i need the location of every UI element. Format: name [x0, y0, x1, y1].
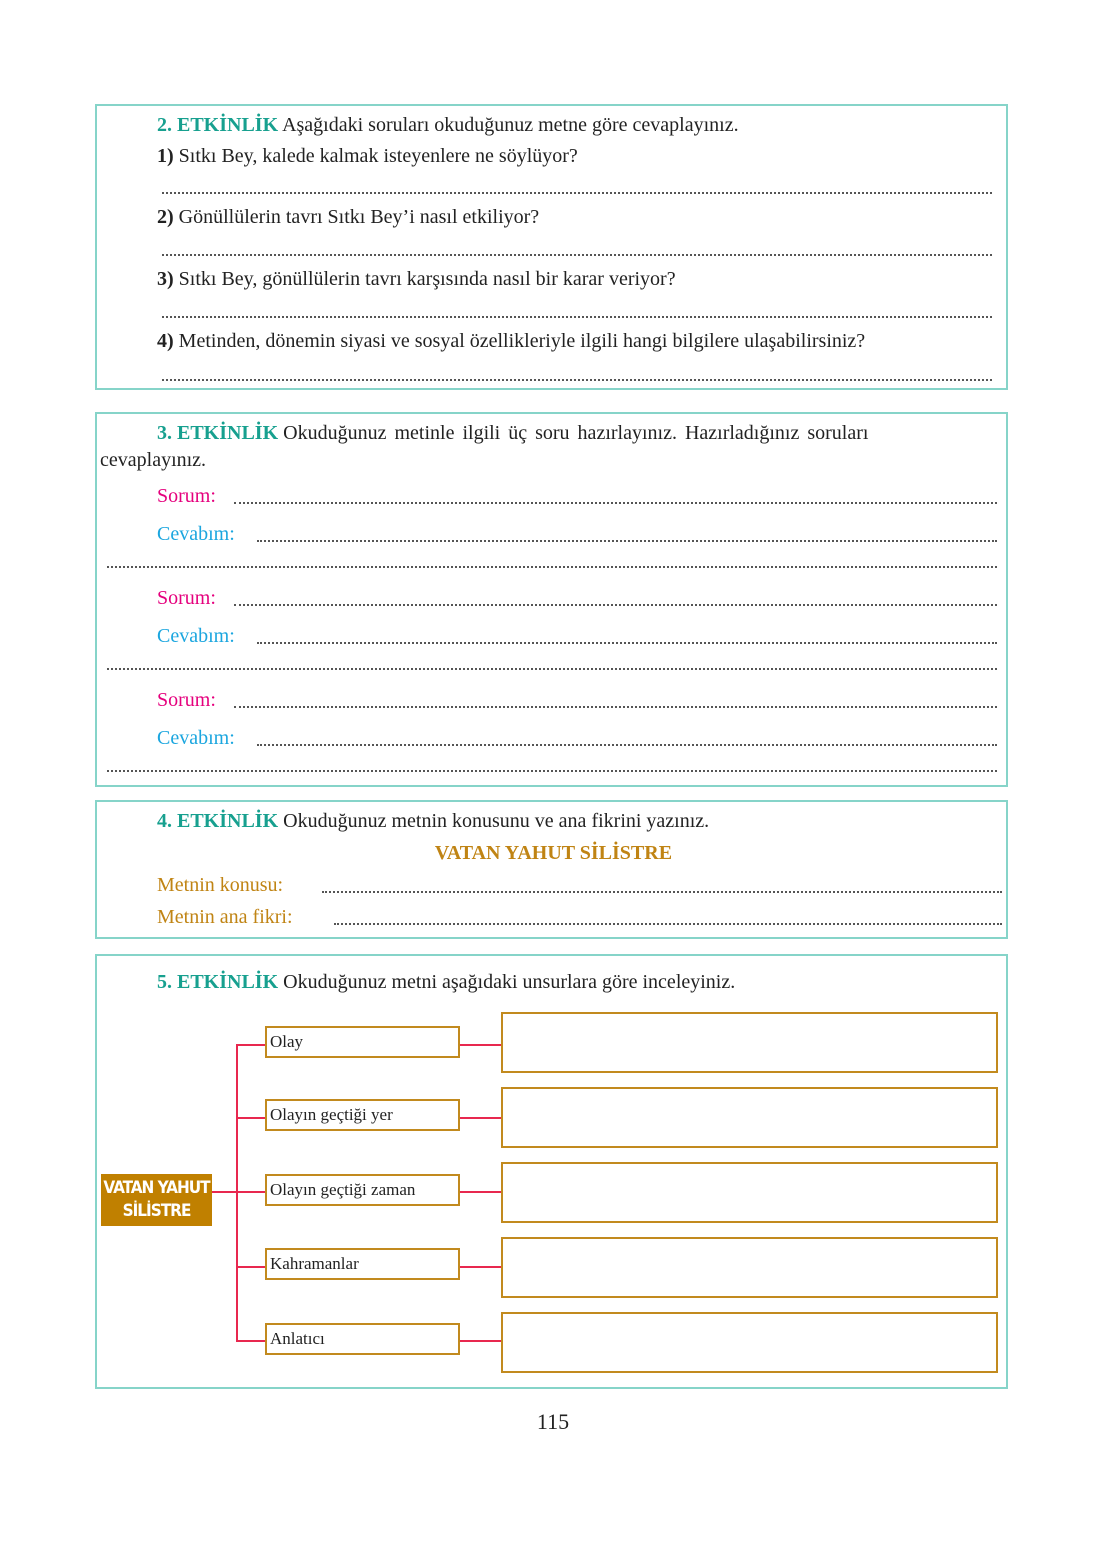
- answer-box-olay[interactable]: [501, 1012, 998, 1073]
- question-line-1[interactable]: [234, 502, 997, 504]
- question-label-3: Sorum:: [157, 689, 216, 711]
- answer-line-3a[interactable]: [257, 744, 997, 746]
- answer-line-1[interactable]: [162, 192, 992, 194]
- activity-2-heading: 2. ETKİNLİK Aşağıdaki soruları okuduğunuz metne göre cevaplayınız.: [157, 114, 739, 136]
- activity-5-heading: 5. ETKİNLİK Okuduğunuz metni aşağıdaki unsurlara göre inceleyiniz.: [157, 971, 736, 993]
- answer-line-2a[interactable]: [257, 642, 997, 644]
- main-idea-line[interactable]: [334, 923, 1002, 925]
- answer-line-3[interactable]: [162, 316, 992, 318]
- activity-5-box: [95, 954, 1008, 1389]
- answer-label-1: Cevabım:: [157, 523, 235, 545]
- question-line-2[interactable]: [234, 604, 997, 606]
- topic-label: Metnin konusu:: [157, 874, 284, 896]
- main-idea-label: Metnin ana fikri:: [157, 906, 293, 928]
- question-2: 2) Gönüllülerin tavrı Sıtkı Bey’i nasıl etkiliyor?: [157, 206, 540, 228]
- answer-box-narrator[interactable]: [501, 1312, 998, 1373]
- activity-3-heading: 3. ETKİNLİK Okuduğunuz metinle ilgili üç soru hazırlayınız. Hazırladığınız soruları: [157, 422, 869, 444]
- answer-box-place[interactable]: [501, 1087, 998, 1148]
- answer-label-3: Cevabım:: [157, 727, 235, 749]
- answer-line-1a[interactable]: [257, 540, 997, 542]
- question-3: 3) Sıtkı Bey, gönüllülerin tavrı karşısında nasıl bir karar veriyor?: [157, 268, 676, 290]
- connector-line: [212, 1191, 237, 1193]
- story-title-badge: VATAN YAHUT SİLİSTRE: [101, 1174, 212, 1226]
- topic-line[interactable]: [322, 891, 1002, 893]
- activity-4-box: [95, 800, 1008, 939]
- page-number: 115: [536, 1409, 570, 1434]
- text-title: VATAN YAHUT SİLİSTRE: [434, 842, 673, 864]
- answer-line-3b[interactable]: [107, 770, 997, 772]
- answer-line-1b[interactable]: [107, 566, 997, 568]
- question-label-1: Sorum:: [157, 485, 216, 507]
- question-1: 1) Sıtkı Bey, kalede kalmak isteyenlere ne söylüyor?: [157, 145, 578, 167]
- element-label-narrator: Anlatıcı: [265, 1323, 460, 1355]
- element-label-olay: Olay: [265, 1026, 460, 1058]
- question-line-3[interactable]: [234, 706, 997, 708]
- answer-label-2: Cevabım:: [157, 625, 235, 647]
- activity-3-heading-cont: cevaplayınız.: [100, 449, 207, 471]
- element-label-characters: Kahramanlar: [265, 1248, 460, 1280]
- answer-line-2[interactable]: [162, 254, 992, 256]
- answer-box-characters[interactable]: [501, 1237, 998, 1298]
- question-label-2: Sorum:: [157, 587, 216, 609]
- question-4: 4) Metinden, dönemin siyasi ve sosyal özellikleriyle ilgili hangi bilgilere ulaşabilirsiniz?: [157, 330, 866, 352]
- element-label-place: Olayın geçtiği yer: [265, 1099, 460, 1131]
- activity-3-box: [95, 412, 1008, 787]
- activity-4-heading: 4. ETKİNLİK Okuduğunuz metnin konusunu ve ana fikrini yazınız.: [157, 810, 710, 832]
- answer-box-time[interactable]: [501, 1162, 998, 1223]
- answer-line-2b[interactable]: [107, 668, 997, 670]
- connector-trunk: [236, 1044, 238, 1342]
- element-label-time: Olayın geçtiği zaman: [265, 1174, 460, 1206]
- activity-2-box: [95, 104, 1008, 390]
- answer-line-4[interactable]: [162, 379, 992, 381]
